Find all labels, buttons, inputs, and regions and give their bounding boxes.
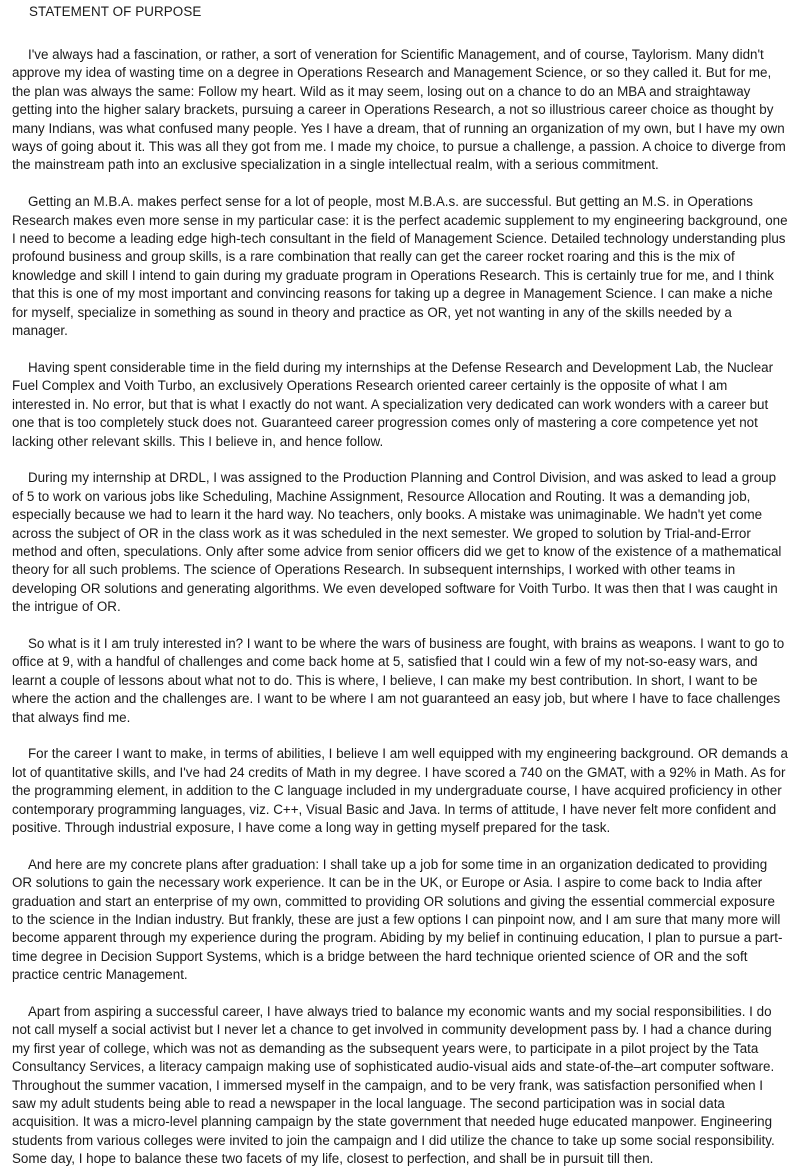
paragraph-8: Apart from aspiring a successful career, I have always tried to balance my economic wants and my social responsibilities. I do not call myself a social activist but I never let a chance to get involved in community development pass by. I had a chance during my first year of college, which was not as demanding as the subsequent years were, to participate in a pilot project by the Tata Consultancy Services, a literacy campaign making use of sophisticated audio-visual aids and state-of-the–art computer software. Throughout the summer vacation, I immersed myself in the campaign, and to be very frank, was satisfaction personified when I saw my adult students being able to read a newspaper in the local language. The second participation was in social data acquisition. It was a micro-level planning campaign by the state government that needed huge educated manpower. Engineering students from various colleges were invited to join the campaign and I did utilize the chance to take up some social responsibility. Some day, I hope to balance these two facets of my life, closest to perfection, and shall be in pursuit till then. [12, 1004, 775, 1167]
document-title: STATEMENT OF PURPOSE [29, 4, 202, 19]
paragraph-4: During my internship at DRDL, I was assigned to the Production Planning and Control Division, and was asked to lead a group of 5 to work on various jobs like Scheduling, Machine Assignment, Resource Allocation and Routing. It was a demanding job, especially because we had to learn it the hard way. No teachers, only books. A mistake was unimaginable. We hadn't yet come across the subject of OR in the class work as it was scheduled in the next semester. We groped to solution by Trial-and-Error method and often, speculations. Only after some advice from senior officers did we get to know of the existence of a mathematical theory for all such problems. The science of Operations Research. In subsequent internships, I worked with other teams in developing OR solutions and generating algorithms. We even developed software for Voith Turbo. It was then that I was caught in the intrigue of OR. [12, 470, 782, 615]
paragraph-3: Having spent considerable time in the field during my internships at the Defense Research and Development Lab, the Nuclear Fuel Complex and Voith Turbo, an exclusively Operations Research oriented career certainly is the opposite of what I am interested in. No error, but that is what I exactly do not want. A specialization very dedicated can work wonders with a career but one that is too completely stuck does not. Guaranteed career progression comes only of mastering a core competence yet not lacking other relevant skills. This I believe in, and hence follow. [12, 359, 774, 449]
paragraph-6: For the career I want to make, in terms of abilities, I believe I am well equipped with my engineering background. OR demands a lot of quantitative skills, and I've had 24 credits of Math in my degree. I have scored a 740 on the GMAT, with a 92% in Math. As for the programming element, in addition to the C language included in my undergraduate course, I have acquired proficiency in other contemporary programming languages, viz. C++, Visual Basic and Java. In terms of attitude, I have never felt more confident and positive. Through industrial exposure, I have come a long way in getting myself prepared for the task. [12, 746, 788, 835]
paragraph-5: So what is it I am truly interested in? I want to be where the wars of business are fought, with brains as weapons. I want to go to office at 9, with a handful of challenges and come back home at 5, satisfied that I could win a few of my not-so-easy wars, and learnt a couple of lessons about what not to do. This is where, I believe, I can make my best contribution. In short, I want to be where the action and the challenges are. I want to be where I am not guaranteed an easy job, but where I have to face challenges that always find me. [12, 635, 785, 725]
paragraph-7: And here are my concrete plans after graduation: I shall take up a job for some time in an organization dedicated to providing OR solutions to gain the necessary work experience. It can be in the UK, or Europe or Asia. I aspire to come back to India after graduation and start an enterprise of my own, committed to providing OR solutions and giving the essential commercial exposure to the science in the Indian industry. But frankly, these are just a few options I can pinpoint now, and I am sure that many more will become apparent through my experience during the program. Abiding by my belief in continuing education, I plan to pursue a part-time degree in Decision Support Systems, which is a bridge between the hard technique oriented science of OR and the soft practice centric Management. [12, 856, 783, 983]
paragraph-2: Getting an M.B.A. makes perfect sense for a lot of people, most M.B.A.s. are successful. But getting an M.S. in Operations Research makes even more sense in my particular case: it is the perfect academic supplement to my engineering background, one I need to become a leading edge high-tech consultant in the field of Management Science. Detailed technology understanding plus profound business and group skills, is a rare combination that really can get the career rocket roaring and this is the mix of knowledge and skill I intend to gain during my graduate program in Operations Research. This is certainly true for me, and I think that this is one of my most important and convincing reasons for taking up a degree in Management Science. I can make a niche for myself, specialize in something as sound in theory and practice as OR, yet not wanting in any of the skills needed by a manager. [12, 194, 788, 339]
paragraph-1: I've always had a fascination, or rather, a sort of veneration for Scientific Management, and of course, Taylorism. Many didn't approve my idea of wasting time on a degree in Operations Research and Management Science, or so they called it. But for me, the plan was always the same: Follow my heart. Wild as it may seem, losing out on a chance to do an MBA and straightaway getting into the higher salary brackets, pursuing a career in Operations Research, a not so illustrious career choice as thought by many Indians, was what confused many people. Yes I have a dream, that of running an organization of my own, but I have my own ways of going about it. This was all they got from me. I made my choice, to pursue a challenge, a passion. A choice to diverge from the mainstream path into an exclusive specialization in a single intellectual realm, with a serious commitment. [12, 47, 786, 173]
